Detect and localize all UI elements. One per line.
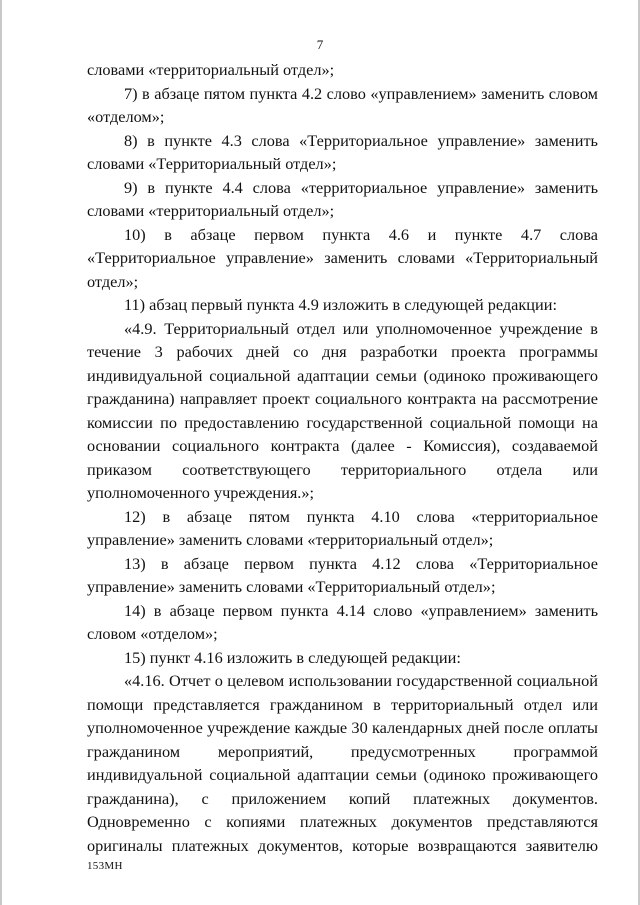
page-number: 7 <box>316 37 324 52</box>
paragraph-item-10: 10) в абзаце первом пункта 4.6 и пункте 4.7 слова «Территориальное управление» заменить словами «Территориальный отдел»; <box>87 224 598 291</box>
paragraph-item-12: 12) в абзаце пятом пункта 4.10 слова «территориальное управление» заменить словами «территориальный отдел»; <box>87 506 598 549</box>
paragraph-item-15: 15) пункт 4.16 изложить в следующей редакции: <box>124 647 461 667</box>
scan-edge-left <box>0 0 2 905</box>
paragraph-item-13: 13) в абзаце первом пункта 4.12 слова «Территориальное управление» заменить словами «Территориальный отдел»; <box>87 553 598 596</box>
paragraph-item-14: 14) в абзаце первом пункта 4.14 слово «управлением» заменить словом «отделом»; <box>87 600 598 643</box>
paragraph-item-11: 11) абзац первый пункта 4.9 изложить в следующей редакции: <box>124 295 557 314</box>
paragraph-item-8: 8) в пункте 4.3 слова «Территориальное управление» заменить словами «Территориальный отдел»; <box>87 130 598 173</box>
paragraph-item-9: 9) в пункте 4.4 слова «территориальное управление» заменить словами «территориальный отдел»; <box>87 177 598 220</box>
paragraph-quote-4-16: «4.16. Отчет о целевом использовании государственной социальной помощи представляется гражданином в территориальный отдел или уполномоченное учреждение каждые 30 календарных дней после оплаты гражданином мероприятий, предусмотренных программой индивидуальной социальной адаптации семьи (одиноко проживающего гражданина), с приложением копий платежных документов. Одновременно с копиями платежных документов представляются оригиналы платежных документов, которые возвращаются заявителю <box>87 671 598 855</box>
paragraph-item-7: 7) в абзаце пятом пункта 4.2 слово «управлением» заменить словом «отделом»; <box>87 83 598 126</box>
document-body <box>87 58 598 857</box>
paragraph-continuation: словами «территориальный отдел»; <box>87 60 335 79</box>
paragraph-quote-4-9: «4.9. Территориальный отдел или уполномоченное учреждение в течение 3 рабочих дней со дня разработки проекта программы индивидуальной социальной адаптации семьи (одиноко проживающего гражданина) направляет проект социального контракта на рассмотрение комиссии по предоставлению государственной социальной помощи на основании социального контракта (далее - Комиссия), создаваемой приказом соответствующего территориального отдела или уполномоченного учреждения.»; <box>87 318 598 502</box>
document-code: 153МН <box>87 860 123 872</box>
